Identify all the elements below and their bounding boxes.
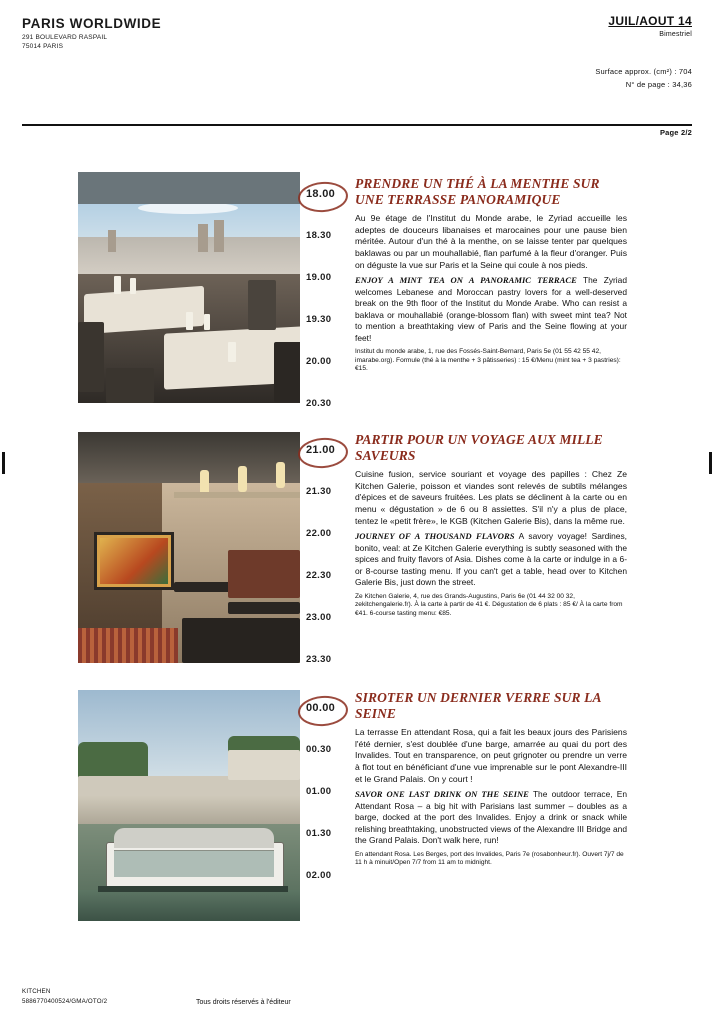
footer-client-ref [22, 987, 107, 1006]
article-body-french: La terrasse En attendant Rosa, qui a fait les beaux jours des Parisiens l'été dernier, s'est doublée d'une barge, amarrée au quai du port des Invalides. Tout en transparence, on peut grignoter ou prendre un verre à flot tout en bénéficiant d'une vue imprenable sur le pont Alexandre-III et le Grand Palais. On y court ! [355, 726, 627, 784]
time-tick: 19.30 [306, 314, 332, 325]
article-block-1 [0, 172, 714, 432]
article-title: PRENDRE UN THÉ À LA MENTHE SUR UNE TERRASSE PANORAMIQUE [355, 176, 600, 207]
time-tick: 20.00 [306, 356, 332, 367]
header-divider [22, 124, 692, 126]
article-block-2 [0, 432, 714, 690]
time-tick: 18.30 [306, 230, 332, 241]
time-tick: 22.30 [306, 570, 332, 581]
time-tick: 21.00 [306, 444, 336, 456]
surface-approx: Surface approx. (cm²) : 704 [595, 67, 692, 76]
publication-header [22, 16, 161, 52]
publication-address [22, 33, 161, 52]
article-photo-restaurant [78, 432, 300, 663]
article-photo-seine [78, 690, 300, 921]
article-english-lead: SAVOR ONE LAST DRINK ON THE SEINE [355, 789, 529, 800]
article-english-lead: JOURNEY OF A THOUSAND FLAVORS [355, 531, 515, 542]
clipping-metadata [595, 66, 692, 92]
page-label: Page 2/2 [655, 128, 692, 137]
article-photo-terrace [78, 172, 300, 403]
time-tick: 21.30 [306, 486, 332, 497]
article-practical-info: Institut du monde arabe, 1, rue des Fossés-Saint-Bernard, Paris 5e (01 55 42 55 42, imarabe.org). Formule (thé à la menthe + 3 pâtisseries) : 15 €/Menu (mint tea + 3 pastries): €15. [355, 348, 621, 373]
time-tick: 02.00 [306, 870, 332, 881]
article-practical-info: Ze Kitchen Galerie, 4, rue des Grands-Augustins, Paris 6e (01 44 32 00 32, zekitchengalerie.fr). À la carte à partir de 41 €. Dégustation de 6 plats : 85 €/ À la carte from €41. 6-course tasting menu: €85. [355, 592, 623, 618]
article-text-2 [355, 432, 627, 619]
time-tick: 23.00 [306, 612, 332, 623]
footer-client: KITCHEN [22, 988, 51, 996]
issue-frequency: Bimestriel [659, 31, 692, 38]
time-tick: 00.30 [306, 744, 332, 755]
issue-date: JUIL/AOUT 14 [608, 14, 692, 28]
time-tick: 19.00 [306, 272, 332, 283]
article-body-french: Cuisine fusion, service souriant et voyage des papilles : Chez Ze Kitchen Galerie, poisson et viandes sont relevés de subtils mélanges d'épices et de saveurs fruitées. Les plats se déclinent à la carte ou en menu « dégustation » de 6 ou 8 assiettes. S'il n'y a plus de place, tentez le «petit frère», le KGB (Kitchen Galerie Bis), dans la même rue. [355, 468, 627, 526]
address-line-1: 291 BOULEVARD RASPAIL [22, 34, 108, 41]
article-body-french: Au 9e étage de l'Institut du Monde arabe, le Zyriad accueille les adeptes de douceurs libanaises et marocaines pour une pause bien méritée. Autour d'un thé à la menthe, on se laisse tenter par quelques baklawas ou par un mouhallabié, flan parfumé à la fleur d'oranger. Puis on déguste la vue sur Paris et la Seine qui coule à nos pieds. [355, 212, 627, 270]
footer-reference: 5886770400524/GMA/OTO/2 [22, 997, 108, 1005]
article-body-english: The outdoor terrace, En Attendant Rosa – a big hit with Parisians last summer – doubles as a barge, docked at the port des Invalides. Enjoy a drink or snack while relishing breathtaking, unobstructed views of the Alexandre III Bridge and the Grand Palais. Don't walk here, run! [355, 789, 627, 846]
article-english-lead: ENJOY A MINT TEA ON A PANORAMIC TERRACE [355, 275, 577, 286]
address-line-2: 75014 PARIS [22, 43, 64, 51]
time-tick: 00.00 [306, 702, 336, 714]
article-text-3 [355, 690, 627, 868]
time-tick: 01.30 [306, 828, 332, 839]
footer-rights: Tous droits réservés à l'éditeur [196, 999, 291, 1006]
article-block-3 [0, 690, 714, 940]
time-tick: 22.00 [306, 528, 332, 539]
time-tick: 18.00 [306, 188, 336, 200]
page-number-meta: N° de page : 34,36 [625, 79, 692, 89]
article-text-1 [355, 176, 627, 374]
publication-name: PARIS WORLDWIDE [22, 16, 162, 31]
article-practical-info: En attendant Rosa. Les Berges, port des Invalides, Paris 7e (rosabonheur.fr). Ouvert 7j/7 de 11 h à minuit/Open 7/7 from 11 am to midnight. [355, 850, 624, 867]
article-body-english: The Zyriad welcomes Lebanese and Moroccan pastry lovers for a well-deserved break on the 9th floor of the Institut du Monde Arabe. Who can resist a baklava or mouhallabié (orange-blossom flan) with sweet mint tea? Not to mention a breathtaking view of Paris and the Seine flowing at your feet! [355, 275, 627, 343]
article-content [0, 172, 714, 940]
time-tick: 23.30 [306, 654, 332, 665]
time-tick: 01.00 [306, 786, 332, 797]
issue-header [608, 14, 692, 38]
article-body-english: A savory voyage! Sardines, bonito, veal: at Ze Kitchen Galerie everything is subtly seasoned with the spices and fruity flavors of Asia. Dishes come à la carte or indulge in a 6- or 8-course tasting menu. If you can't get a table, head over to Kitchen Galerie Bis, just down the street. [355, 531, 627, 588]
time-tick: 20.30 [306, 398, 332, 409]
article-title: SIROTER UN DERNIER VERRE SUR LA SEINE [355, 690, 601, 721]
article-title: PARTIR POUR UN VOYAGE AUX MILLE SAVEURS [355, 432, 603, 463]
